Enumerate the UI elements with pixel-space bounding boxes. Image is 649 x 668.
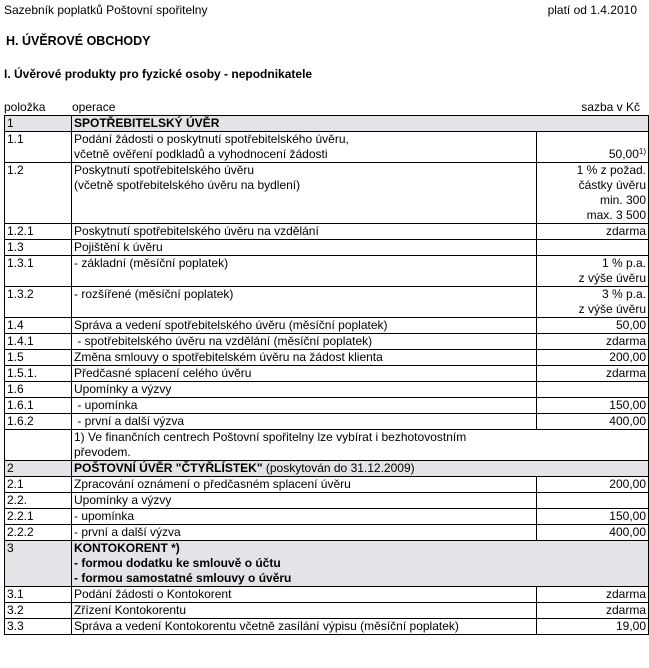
table-row — [5, 587, 649, 603]
item-number: 1.3.2 — [5, 287, 72, 318]
operation-text: - první a další výzva — [72, 525, 537, 541]
table-row — [5, 525, 649, 541]
rate-value — [536, 382, 649, 398]
rate-value — [536, 430, 649, 461]
table-row — [5, 240, 649, 256]
item-number: 2.2.1 — [5, 509, 72, 525]
footnote-text: 1) Ve finančních centrech Poštovní spořitelny lze vybírat i bezhotovostním převodem. — [72, 430, 537, 461]
rate-value — [536, 461, 649, 477]
operation-text: POŠTOVNÍ ÚVĚR "ČTYŘLÍSTEK" (poskytován do 31.12.2009) — [72, 461, 537, 477]
item-number: 1.4.1 — [5, 334, 72, 350]
item-number: 1.6.2 — [5, 414, 72, 430]
item-number: 1.4 — [5, 318, 72, 334]
rate-value — [536, 493, 649, 509]
column-header-operation: operace — [72, 100, 116, 114]
table-row — [5, 541, 649, 587]
operation-text: Podání žádosti o poskytnutí spotřebitelského úvěru, včetně ověření podkladů a vyhodnocení žádosti — [72, 132, 537, 163]
operation-text: Zpracování oznámení o předčasném splacení úvěru — [72, 477, 537, 493]
operation-text: Upomínky a výzvy — [72, 493, 537, 509]
table-row — [5, 163, 649, 224]
operation-text: - upomínka — [72, 509, 537, 525]
operation-text: Správa a vedení spotřebitelského úvěru (měsíční poplatek) — [72, 318, 537, 334]
operation-text: Pojištění k úvěru — [72, 240, 537, 256]
rate-value: zdarma — [536, 587, 649, 603]
operation-text: Podání žádosti o Kontokorent — [72, 587, 537, 603]
operation-text: Správa a vedení Kontokorentu včetně zasílání výpisu (měsíční poplatek) — [72, 619, 537, 635]
rate-value: 1 % p.a. z výše úvěru — [536, 256, 649, 287]
rate-value: 400,00 — [536, 525, 649, 541]
rate-value — [536, 240, 649, 256]
rate-value: zdarma — [536, 603, 649, 619]
item-number: 1.5 — [5, 350, 72, 366]
table-row — [5, 382, 649, 398]
item-number: 1.2.1 — [5, 224, 72, 240]
column-header-rate: sazba v Kč — [581, 100, 640, 114]
table-row — [5, 366, 649, 382]
table-row — [5, 414, 649, 430]
operation-text: - základní (měsíční poplatek) — [72, 256, 537, 287]
rate-value: 150,00 — [536, 398, 649, 414]
table-row — [5, 398, 649, 414]
table-row — [5, 334, 649, 350]
table-row — [5, 350, 649, 366]
operation-text: Poskytnutí spotřebitelského úvěru (včetně spotřebitelského úvěru na bydlení) — [72, 163, 537, 224]
rate-value: 19,00 — [536, 619, 649, 635]
item-number: 2.2. — [5, 493, 72, 509]
item-number: 2.1 — [5, 477, 72, 493]
rate-value: zdarma — [536, 366, 649, 382]
item-number: 1.5.1. — [5, 366, 72, 382]
item-number: 1.1 — [5, 132, 72, 163]
section-title: H. ÚVĚROVÉ OBCHODY — [6, 34, 151, 48]
rate-value: zdarma — [536, 224, 649, 240]
rate-value: 50,00 — [536, 318, 649, 334]
table-row — [5, 603, 649, 619]
operation-text: Upomínky a výzvy — [72, 382, 537, 398]
table-row — [5, 318, 649, 334]
item-number: 3.2 — [5, 603, 72, 619]
item-number: 1 — [5, 116, 72, 132]
table-row — [5, 256, 649, 287]
item-number — [5, 430, 72, 461]
item-number: 2.2.2 — [5, 525, 72, 541]
operation-text: - první a další výzva — [72, 414, 537, 430]
operation-text: SPOTŘEBITELSKÝ ÚVĚR — [72, 116, 537, 132]
item-number: 2 — [5, 461, 72, 477]
item-number: 3.3 — [5, 619, 72, 635]
footnote-row — [5, 430, 649, 461]
table-row — [5, 287, 649, 318]
rate-value: 50,00$^{1)}$ — [536, 132, 649, 163]
operation-text: KONTOKORENT *) - formou dodatku ke smlouvě o účtu - formou samostatné smlouvy o úvěru — [72, 541, 537, 587]
table-row — [5, 461, 649, 477]
column-header-item: položka — [4, 100, 46, 114]
table-row — [5, 224, 649, 240]
table-row — [5, 132, 649, 163]
rate-value: 400,00 — [536, 414, 649, 430]
rate-value: 150,00 — [536, 509, 649, 525]
table-row — [5, 493, 649, 509]
table-row — [5, 116, 649, 132]
operation-text: Změna smlouvy o spotřebitelském úvěru na žádost klienta — [72, 350, 537, 366]
operation-text: Zřízení Kontokorentu — [72, 603, 537, 619]
rate-value: 200,00 — [536, 350, 649, 366]
item-number: 3 — [5, 541, 72, 587]
operation-text: Poskytnutí spotřebitelského úvěru na vzdělání — [72, 224, 537, 240]
fee-table — [4, 115, 649, 635]
rate-value: 1 % z požad. částky úvěru min. 300 max. 3 500 — [536, 163, 649, 224]
document-title: Sazebník poplatků Poštovní spořitelny — [4, 3, 208, 17]
item-number: 1.6 — [5, 382, 72, 398]
valid-from: platí od 1.4.2010 — [547, 3, 637, 17]
rate-value: 3 % p.a. z výše úvěru — [536, 287, 649, 318]
item-number: 3.1 — [5, 587, 72, 603]
subsection-title: I. Úvěrové produkty pro fyzické osoby - nepodnikatele — [4, 67, 313, 81]
footnote-marker: 1) — [638, 147, 646, 156]
operation-text: - upomínka — [72, 398, 537, 414]
rate-value: zdarma — [536, 334, 649, 350]
table-row — [5, 619, 649, 635]
operation-text: - rozšířené (měsíční poplatek) — [72, 287, 537, 318]
item-number: 1.6.1 — [5, 398, 72, 414]
item-number: 1.3 — [5, 240, 72, 256]
operation-text: Předčasné splacení celého úvěru — [72, 366, 537, 382]
item-number: 1.3.1 — [5, 256, 72, 287]
operation-text: - spotřebitelského úvěru na vzdělání (měsíční poplatek) — [72, 334, 537, 350]
rate-value — [536, 116, 649, 132]
rate-value: 200,00 — [536, 477, 649, 493]
table-row — [5, 509, 649, 525]
table-row — [5, 477, 649, 493]
rate-value — [536, 541, 649, 587]
item-number: 1.2 — [5, 163, 72, 224]
page-header — [4, 3, 637, 19]
